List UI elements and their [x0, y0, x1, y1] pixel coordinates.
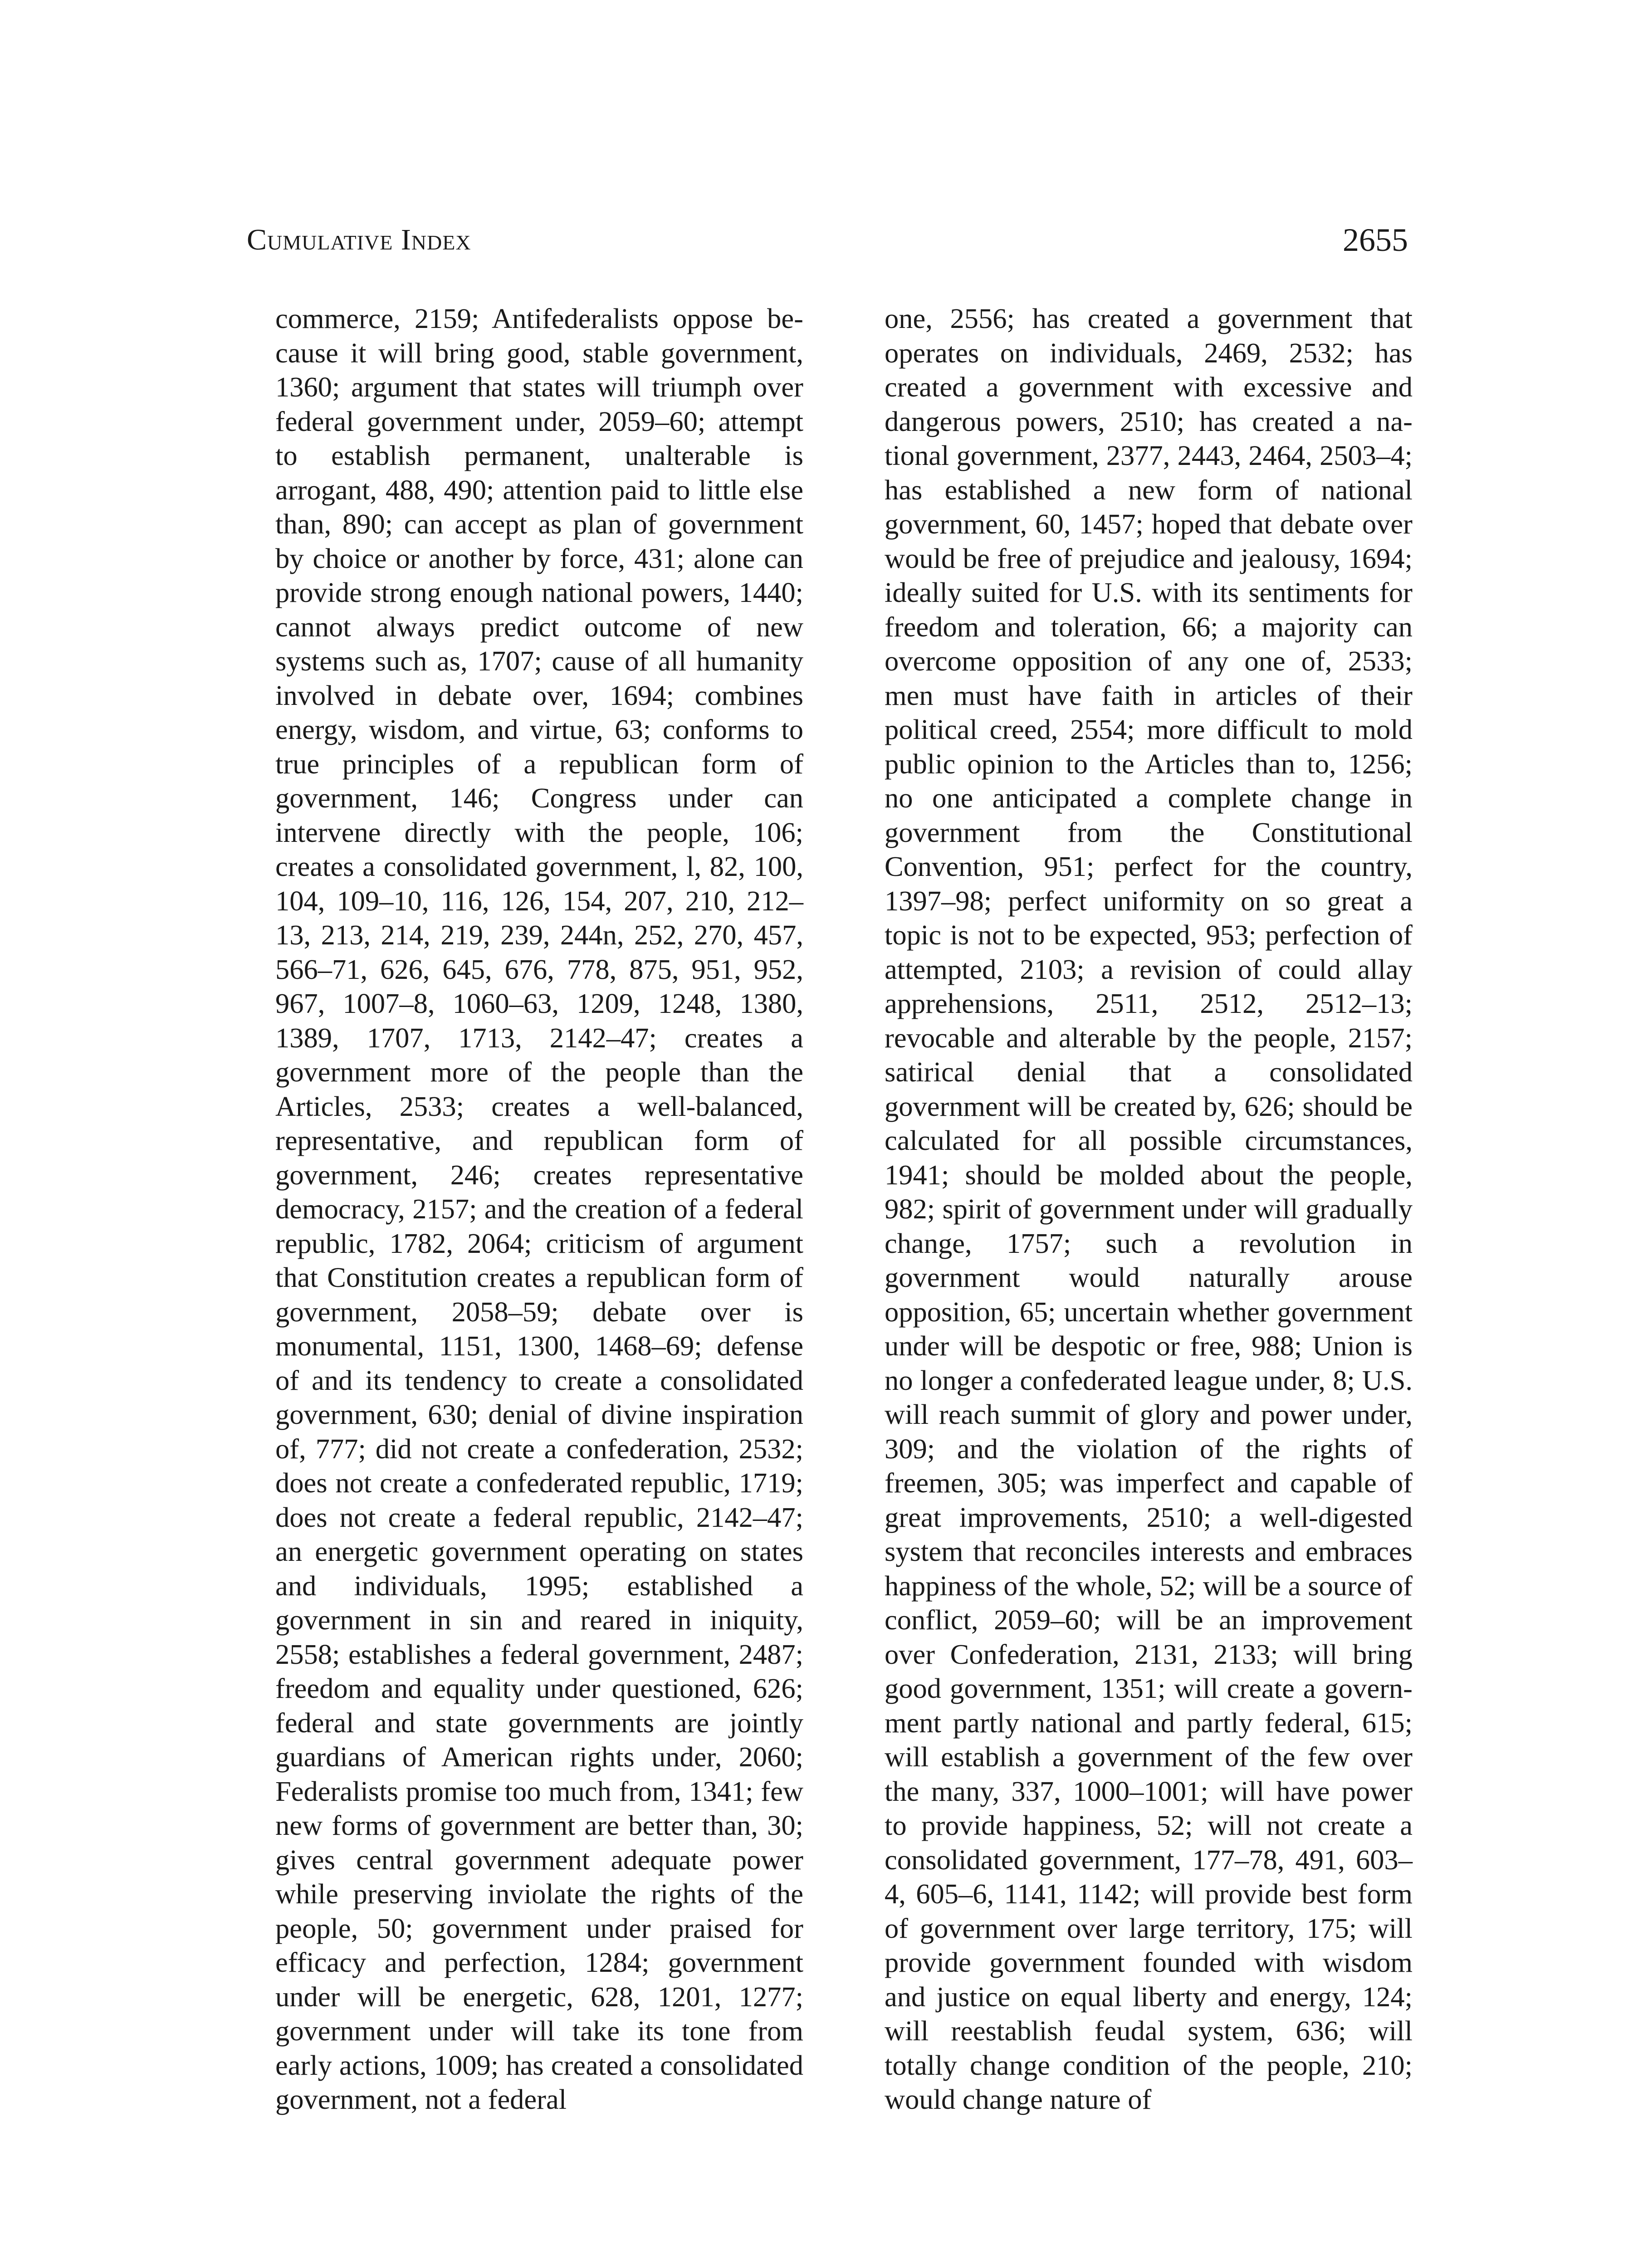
index-column-right: [885, 302, 1413, 2117]
page-number: 2655: [1343, 222, 1408, 258]
running-head: [247, 220, 1408, 260]
index-entry-text: commerce, 2159; Antifederalists oppose because it will bring good, stable government, 1360; argument that states will triumph over federal government under, 2059–60; attempt to establish permanent, unalterable is arrogant, 488, 490; attention paid to little else than, 890; can accept as plan of government by choice or another by force, 431; alone can provide strong enough national powers, 1440; cannot always predict outcome of new systems such as, 1707; cause of all humanity involved in debate over, 1694; combines energy, wisdom, and virtue, 63; conforms to true principles of a republican form of government, 146; Congress under can intervene directly with the people, 106; creates a consolidated government, l, 82, 100, 104, 109–10, 116, 126, 154, 207, 210, 212–13, 213, 214, 219, 239, 244n, 252, 270, 457, 566–71, 626, 645, 676, 778, 875, 951, 952, 967, 1007–8, 1060–63, 1209, 1248, 1380, 1389, 1707, 1713, 2142–47; creates a government more of the people than the Articles, 2533; creates a well-balanced, representative, and republican form of government, 246; creates representative democracy, 2157; and the creation of a federal republic, 1782, 2064; criticism of argument that Constitution creates a republican form of government, 2058–59; debate over is monumental, 1151, 1300, 1468–69; defense of and its tendency to create a consolidated government, 630; denial of divine inspiration of, 777; did not create a confederation, 2532; does not create a confederated republic, 1719; does not create a federal republic, 2142–47; an energetic government operating on states and individuals, 1995; established a government in sin and reared in iniquity, 2558; establishes a federal government, 2487; freedom and equality under questioned, 626; federal and state governments are jointly guardians of American rights under, 2060; Federalists promise too much from, 1341; few new forms of government are better than, 30; gives central government adequate power while preserving inviolate the rights of the people, 50; government under praised for efficacy and perfection, 1284; government under will be energetic, 628, 1201, 1277; government under will take its tone from early actions, 1009; has created a consolidated government, not a federal: [275, 303, 803, 2115]
running-title: Cumulative Index: [247, 223, 471, 256]
index-column-left: [275, 302, 803, 2117]
index-entry-text: one, 2556; has created a government that operates on individuals, 2469, 2532; has created a government with excessive and dangerous powers, 2510; has created a national government, 2377, 2443, 2464, 2503–4; has established a new form of national government, 60, 1457; hoped that debate over would be free of prejudice and jealousy, 1694; ideally suited for U.S. with its sentiments for freedom and toleration, 66; a majority can overcome opposition of any one of, 2533; men must have faith in articles of their political creed, 2554; more difficult to mold public opinion to the Articles than to, 1256; no one anticipated a complete change in government from the Constitutional Convention, 951; perfect for the country, 1397–98; perfect uniformity on so great a topic is not to be expected, 953; perfection of attempted, 2103; a revision of could allay apprehensions, 2511, 2512, 2512–13; revocable and alterable by the people, 2157; satirical denial that a consolidated government will be created by, 626; should be calculated for all possible circumstances, 1941; should be molded about the people, 982; spirit of government under will gradually change, 1757; such a revolution in government would naturally arouse opposition, 65; uncertain whether government under will be despotic or free, 988; Union is no longer a confederated league under, 8; U.S. will reach summit of glory and power under, 309; and the violation of the rights of freemen, 305; was imperfect and capable of great improvements, 2510; a well-digested system that reconciles interests and embraces happiness of the whole, 52; will be a source of conflict, 2059–60; will be an improvement over Confederation, 2131, 2133; will bring good government, 1351; will create a government partly national and partly federal, 615; will establish a government of the few over the many, 337, 1000–1001; will have power to provide happiness, 52; will not create a consolidated government, 177–78, 491, 603–4, 605–6, 1141, 1142; will provide best form of government over large territory, 175; will provide government founded with wisdom and justice on equal liberty and energy, 124; will reestablish feudal system, 636; will totally change condition of the people, 210; would change nature of: [885, 303, 1413, 2115]
